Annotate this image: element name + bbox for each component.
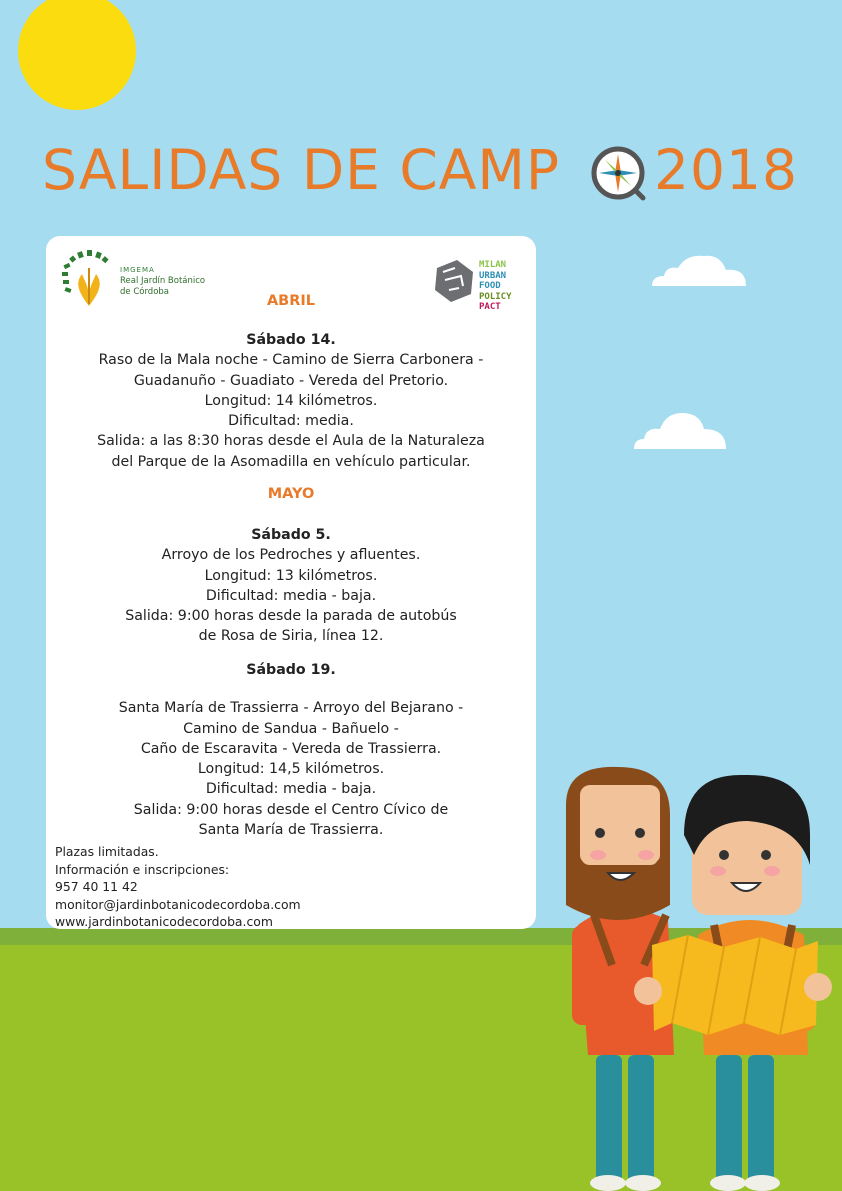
outing-date: Sábado 19. — [246, 662, 336, 678]
outing-line: Salida: 9:00 horas desde la parada de autobús — [125, 608, 457, 625]
org-name-line: Real Jardín Botánico — [120, 276, 206, 286]
outing-line: Arroyo de los Pedroches y afluentes. — [161, 547, 421, 564]
cloud-icon — [648, 250, 750, 290]
milan-pact-line: POLICY — [479, 291, 512, 302]
outing-line: Dificultad: media - baja. — [205, 781, 377, 798]
milan-pact-logo — [431, 258, 531, 318]
info-label: Información e inscripciones: — [55, 861, 230, 877]
outing-line: Dificultad: media - baja. — [205, 587, 377, 604]
outing-line: Camino de Sandua - Bañuelo - — [183, 720, 399, 737]
milan-pact-line: PACT — [479, 302, 501, 312]
outing-may-5 — [46, 525, 536, 647]
website-link[interactable]: www.jardinbotanicodecordoba.com — [55, 914, 273, 929]
outing-line: Raso de la Mala noche - Camino de Sierra Carbonera - — [98, 352, 484, 369]
hikers-illustration — [548, 755, 842, 1191]
outing-date: Sábado 5. — [251, 527, 331, 543]
phone-number[interactable]: 957 40 11 42 — [55, 879, 138, 894]
month-heading-may: MAYO — [267, 486, 315, 502]
page-title — [42, 138, 802, 208]
milan-pact-line: URBAN — [479, 270, 507, 281]
outing-line: Santa María de Trassierra. — [198, 822, 384, 839]
outing-line: Dificultad: media. — [228, 413, 354, 430]
compass-icon — [591, 146, 649, 204]
outing-may-19 — [46, 660, 536, 840]
milan-pact-line: MILAN — [479, 260, 507, 270]
places-note: Plazas limitadas. — [55, 844, 159, 859]
outing-april-14 — [46, 330, 536, 472]
outing-line: Longitud: 14,5 kilómetros. — [197, 761, 385, 778]
map-icon — [634, 935, 832, 1035]
outing-date: Sábado 14. — [246, 332, 336, 348]
outing-line: del Parque de la Asomadilla en vehículo particular. — [111, 453, 471, 470]
email-link[interactable]: monitor@jardinbotanicodecordoba.com — [55, 896, 301, 912]
outing-line: de Rosa de Siria, línea 12. — [198, 628, 384, 645]
title-year: 2018 — [654, 138, 798, 202]
org-acronym: IMGEMA — [120, 266, 155, 274]
outing-line: Caño de Escaravita - Vereda de Trassierra. — [140, 740, 442, 757]
milan-pact-line: FOOD — [479, 281, 501, 291]
schedule-card — [46, 236, 536, 929]
cloud-icon — [630, 405, 730, 453]
outing-line: Salida: 9:00 horas desde el Centro Cívico de — [133, 801, 449, 818]
outing-line: Longitud: 14 kilómetros. — [204, 392, 378, 409]
outing-line: Longitud: 13 kilómetros. — [204, 567, 378, 584]
contact-info — [55, 843, 301, 931]
title-text: SALIDAS DE CAMP — [42, 138, 561, 202]
outing-line: Guadanuño - Guadiato - Vereda del Pretorio. — [133, 372, 449, 389]
month-heading-april: ABRIL — [266, 293, 316, 309]
outing-line: Santa María de Trassierra - Arroyo del Bejarano - — [118, 700, 464, 717]
outing-line: Salida: a las 8:30 horas desde el Aula de la Naturaleza — [97, 433, 485, 450]
org-name-line: de Córdoba — [120, 287, 170, 297]
